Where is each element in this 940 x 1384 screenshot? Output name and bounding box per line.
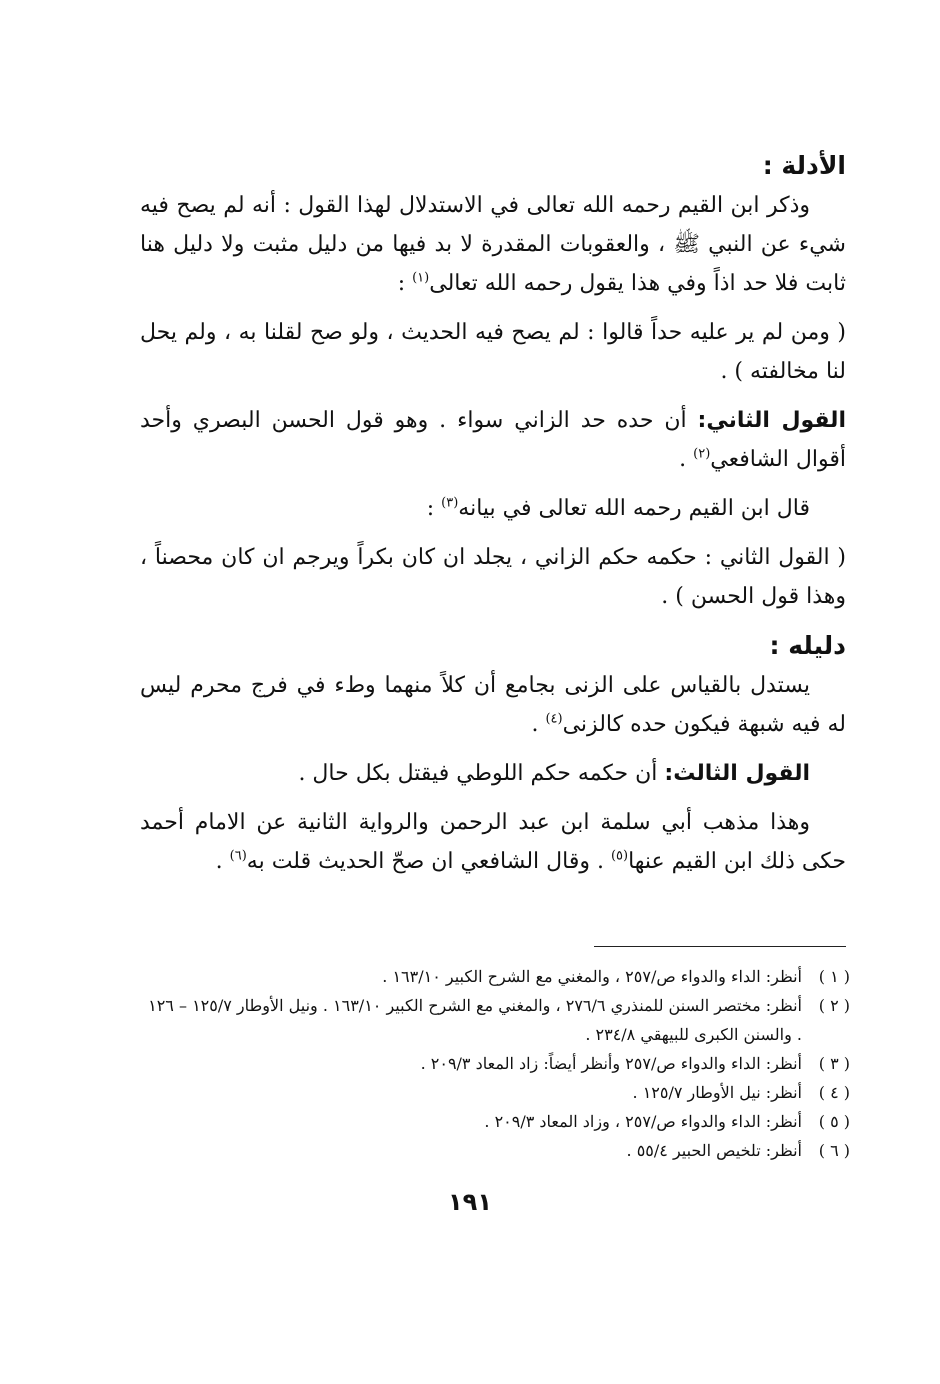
paragraph-abu-salama xyxy=(140,803,846,881)
footnote-item xyxy=(140,962,850,991)
footnote-item xyxy=(140,991,850,1049)
footnote-text: أنظر: مختصر السنن للمنذري ٢٧٦/٦ ، والمغني مع الشرح الكبير ١٦٣/١٠ . ونيل الأوطار ١٢٥/٧ – ١٢٦ . والسنن الكبرى للبيهقي ٢٣٤/٨ . xyxy=(148,996,802,1044)
paragraph-analogy xyxy=(140,666,846,744)
paragraph-ibn-qayyim-reasoning xyxy=(140,186,846,303)
footnote-item xyxy=(140,1049,850,1078)
footnote-text: أنظر: الداء والدواء ص/٢٥٧ وأنظر أيضاً: زاد المعاد ٢٠٩/٣ . xyxy=(420,1054,802,1073)
footnote-number: ( ١ ) xyxy=(818,967,850,986)
footnote-ref-5: (٥) xyxy=(610,848,629,864)
label-second-opinion: القول الثاني: xyxy=(697,408,846,433)
footnote-divider xyxy=(594,946,846,947)
footnote-ref-1: (١) xyxy=(412,270,430,286)
heading-his-evidence: دليله : xyxy=(769,631,846,660)
footnote-number: ( ٥ ) xyxy=(818,1112,850,1131)
footnote-item xyxy=(140,1136,850,1165)
punctuation: . xyxy=(215,849,230,874)
punctuation: . xyxy=(679,447,694,472)
punctuation: . xyxy=(531,712,546,737)
paragraph-text: يستدل بالقياس على الزنى بجامع أن كلاً منهما وطء في فرج محرم ليس له فيه شبهة فيكون حده كالزنى xyxy=(140,673,846,737)
punctuation: : xyxy=(397,271,413,296)
paragraph-text: قال ابن القيم رحمه الله تعالى في بيانه xyxy=(458,496,810,521)
page-number: ١٩١ xyxy=(448,1188,492,1216)
footnote-ref-3: (٣) xyxy=(441,495,459,511)
paragraph-text: وهذا مذهب أبي سلمة ابن عبد الرحمن والرواية الثانية عن الامام أحمد حكى ذلك ابن القيم عنها xyxy=(140,810,846,874)
quote-first: ( ومن لم ير عليه حداً قالوا : لم يصح فيه الحديث ، ولو صح لقلنا به ، ولم يحل لنا مخالفته ) . xyxy=(140,320,846,384)
footnote-number: ( ٣ ) xyxy=(818,1054,850,1073)
footnote-number: ( ٢ ) xyxy=(818,996,850,1015)
footnote-ref-4: (٤) xyxy=(545,711,563,727)
footnote-number: ( ٦ ) xyxy=(818,1141,850,1160)
footnote-ref-2: (٢) xyxy=(693,446,711,462)
paragraph-text: وذكر ابن القيم رحمه الله تعالى في الاستدلال لهذا القول : أنه لم يصح فيه شيء عن النبي ﷺ ، والعقوبات المقدرة لا بد فيها من دليل مثبت ولا دليل هنا ثابت فلا حد اذاً وفي هذا يقول رحمه الله تعالى xyxy=(140,193,846,296)
footnote-number: ( ٤ ) xyxy=(818,1083,850,1102)
footnote-item xyxy=(140,1078,850,1107)
footnote-text: أنظر: نيل الأوطار ١٢٥/٧ . xyxy=(632,1083,802,1102)
paragraph-second-opinion xyxy=(140,401,846,479)
quote-second: ( القول الثاني : حكمه حكم الزاني ، يجلد ان كان بكراً ويرجم ان كان محصناً ، وهذا قول الحسن ) . xyxy=(140,545,846,609)
label-third-opinion: القول الثالث: xyxy=(664,761,810,786)
main-text xyxy=(140,140,846,891)
footnote-text: أنظر: تلخيص الحبير ٥٥/٤ . xyxy=(626,1141,802,1160)
heading-evidence: الأدلة : xyxy=(762,151,846,180)
punctuation: : xyxy=(426,496,442,521)
footnotes xyxy=(140,962,850,1165)
paragraph-third-opinion xyxy=(140,754,846,793)
footnote-text: أنظر: الداء والدواء ص/٢٥٧ ، والمغني مع الشرح الكبير ١٦٣/١٠ . xyxy=(382,967,802,986)
footnote-ref-6: (٦) xyxy=(229,848,247,864)
paragraph-ibn-qayyim-statement xyxy=(140,489,846,528)
footnote-text: أنظر: الداء والدواء ص/٢٥٧ ، وزاد المعاد ٢٠٩/٣ . xyxy=(484,1112,802,1131)
paragraph-text: أن حكمه حكم اللوطي فيقتل بكل حال . xyxy=(298,761,665,786)
footnote-item xyxy=(140,1107,850,1136)
paragraph-text: . وقال الشافعي ان صحّ الحديث قلت به xyxy=(246,849,611,874)
paragraph-text: أن حده حد الزاني سواء . وهو قول الحسن البصري وأحد أقوال الشافعي xyxy=(140,408,846,472)
